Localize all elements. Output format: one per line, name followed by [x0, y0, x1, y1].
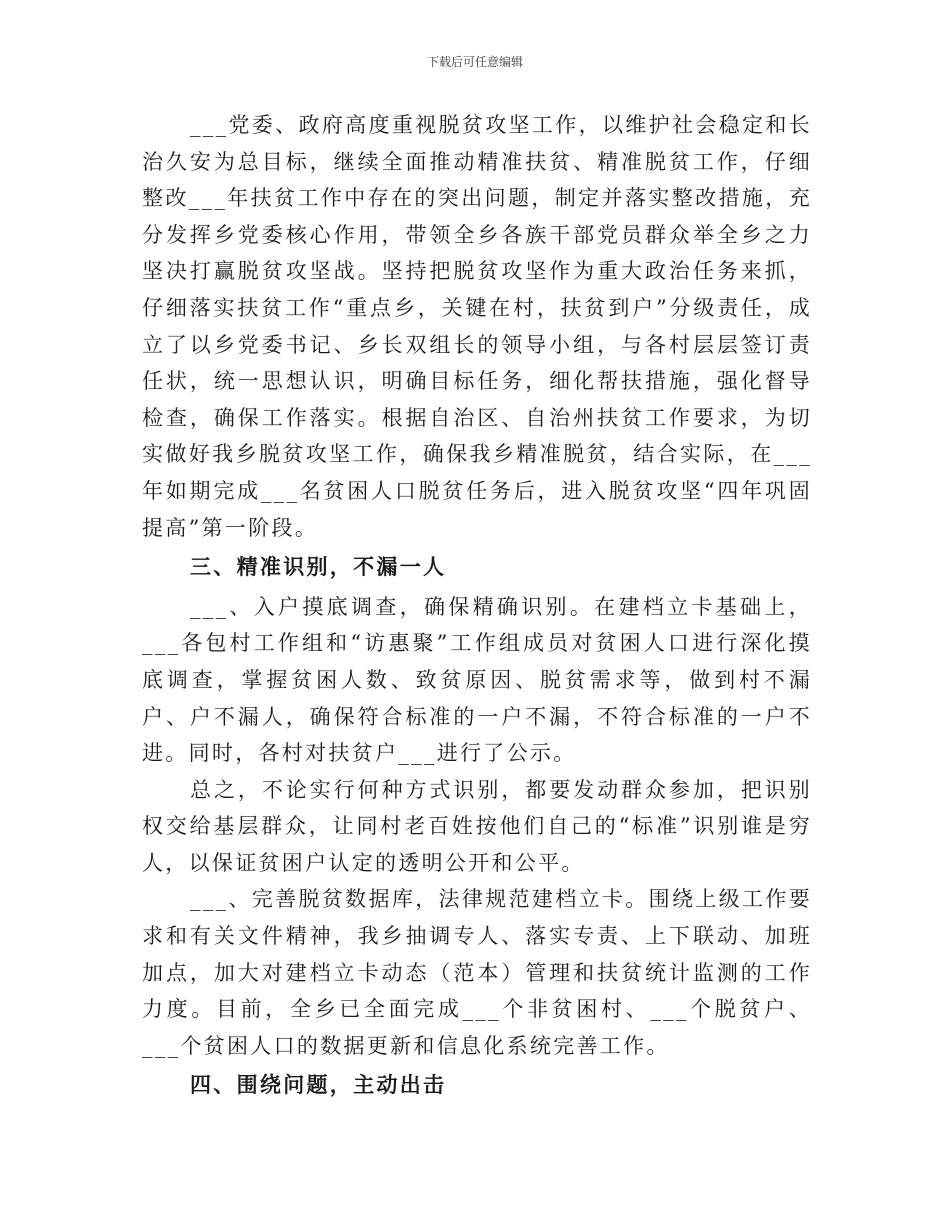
page-header-note: 下载后可任意编辑	[426, 55, 523, 69]
paragraph-survey: ___、入户摸底调查，确保精确识别。在建档立卡基础上，___各包村工作组和“访惠聚”工作组成员对贫困人口进行深化摸底调查，掌握贫困人数、致贫原因、脱贫需求等，做到村不漏户、户不漏人，确保符合标准的一户不漏，不符合标准的一户不进。同时，各村对扶贫户___进行了公示。	[142, 594, 812, 766]
section-heading-3: 三、精准识别，不漏一人	[190, 555, 447, 580]
paragraph-intro: ___党委、政府高度重视脱贫攻坚工作，以维护社会稳定和长治久安为总目标，继续全面推动精准扶贫、精准脱贫工作，仔细整改___年扶贫工作中存在的突出问题，制定并落实整改措施，充分发挥乡党委核心作用，带领全乡各族干部党员群众举全乡之力坚决打赢脱贫攻坚战。坚持把脱贫攻坚作为重大政治任务来抓，仔细落实扶贫工作“重点乡，关键在村，扶贫到户”分级责任，成立了以乡党委书记、乡长双组长的领导小组，与各村层层签订责任状，统一思想认识，明确目标任务，细化帮扶措施，强化督导检查，确保工作落实。根据自治区、自治州扶贫工作要求，为切实做好我乡脱贫攻坚工作，确保我乡精准脱贫，结合实际，在___年如期完成___名贫困人口脱贫任务后，进入脱贫攻坚“四年巩固提高”第一阶段。	[142, 113, 812, 540]
paragraph-summary: 总之，不论实行何种方式识别，都要发动群众参加，把识别权交给基层群众，让同村老百姓按他们自己的“标准”识别谁是穷人，以保证贫困户认定的透明公开和公平。	[142, 777, 812, 875]
section-heading-4: 四、围绕问题，主动出击	[190, 1073, 447, 1098]
document-body	[142, 107, 812, 1107]
paragraph-database: ___、完善脱贫数据库，法律规范建档立卡。围绕上级工作要求和有关文件精神，我乡抽调专人、落实专责、上下联动、加班加点，加大对建档立卡动态（范本）管理和扶贫统计监测的工作力度。目前，全乡已全面完成___个非贫困村、___个脱贫户、___个贫困人口的数据更新和信息化系统完善工作。	[142, 887, 812, 1058]
